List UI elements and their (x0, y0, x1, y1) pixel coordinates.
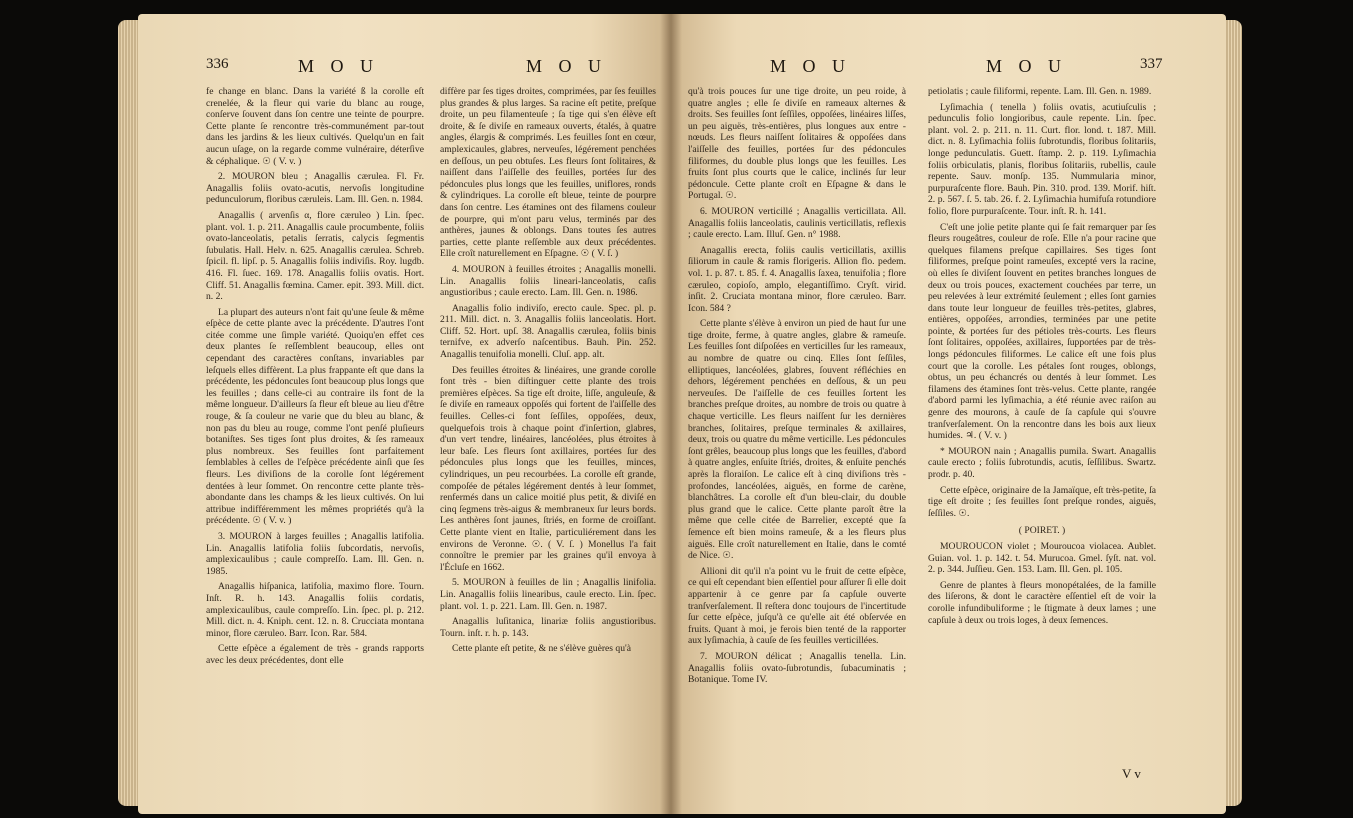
book-gutter (660, 14, 682, 814)
paragraph: Anagallis hiſpanica, latifolia, maximo flore. Tourn. Inſt. R. h. 143. Anagallis foliis cordatis, amplexicaulibus, caule compreſſo. Lin. ſpec. pl. p. 212. Mill. dict. n. 4. Kniph. cent. 12. n. 8. Crucciata montana minor, flore cæruleo. Barr. Icon. Rar. 584. (206, 581, 424, 639)
paragraph: petiolatis ; caule filiformi, repente. Lam. Ill. Gen. n. 1989. (928, 86, 1152, 97)
paragraph: MOUROUCON violet ; Mouroucoa violacea. Aublet. Guian. vol. 1. p. 142. t. 54. Murucoa. Gmel. ſyſt. nat. vol. 2. p. 344. Juſſieu. Gen. 153. Lam. Ill. Gen. pl. 105. (928, 540, 1156, 576)
paragraph: Anagallis luſitanica, linariæ foliis angustioribus. Tourn. inſt. r. h. p. 143. (440, 616, 656, 639)
page-number-left: 336 (206, 56, 229, 72)
right-page-column-2 (928, 86, 1156, 630)
paragraph: Anagallis erecta, foliis caulis verticillatis, axillis ſiliorum in caule & ramis florigeris. Allion flo. pedem. vol. 1. p. 87. t. 85. f. 4. Anagallis ſaxea, tenuifolia ; flore cæruleo, copioſo, amplo, elegantiſſimo. Cryſt. virid. inſit. 2. Cruciata montana minor, flore cæruleo. Barr. Icon. 584 ? (688, 244, 906, 314)
running-head-left-2: M O U (526, 56, 608, 76)
paragraph: Anagallis folio indiviſo, erecto caule. Spec. pl. p. 211. Mill. dict. n. 3. Anagallis foliis lanceolatis. Hort. Cliff. 52. Hort. upſ. 38. Anagallis cærulea, foliis binis ternifve, ex adverſo naſcentibus. Bauh. Pin. 252. Anagallis tenuifolia monelli. Cluſ. app. alt. (440, 302, 656, 361)
page-edges-left (118, 20, 140, 806)
right-page-column-1 (688, 86, 906, 690)
paragraph: diffère par ſes tiges droites, comprimées, par ſes feuilles plus grandes & plus larges. Sa racine eſt petite, preſque droite, un peu filamenteuſe ; ſa tige qui s'en élève eſt droite, & ſe diviſe en rameaux ouverts, étalés, à quatre angles, élargis & comprimés. Les feuilles ſont en cœur, amplexicaules, glabres, nerveuſes, légérement penchées en deſſous, un peu obtuſes. Les fleurs ſont ſolitaires, & naiſſent dans l'aiſſelle des feuilles, portées ſur des pédoncules plus longs que les feuilles, uniflores, ronds & cylindriques. La corolle eſt bleue, teinte de pourpre dans ſon centre. Les étamines ont des filamens couleur de pourpre, qui m'ont paru velus, terminés par des anthères, jaunes & oblongs. Dans toutes ſes autres parties, cette plante reſſemble aux deux précédentes. Elle croît naturellement en Eſpagne. ☉ ( V. ſ. ) (440, 86, 656, 260)
paragraph: La plupart des auteurs n'ont fait qu'une ſeule & même eſpèce de cette plante avec la précédente. D'autres l'ont citée comme une ſimple variété. Quoiqu'en effet ces deux plantes ſe reſſemblent beaucoup, elles ont cependant des caractères conſtans, invariables par leſquels elles diffèrent. La plus frappante eſt que dans la précédente, les pédoncules ſont beaucoup plus longs que les feuilles ; dans celle-ci au contraire ils font de la même longueur. D'ailleurs ſa fleur eſt bleue au lieu d'être rouge, & ſa couleur ne varie que du bleu au blanc, & non pas du bleu au rouge, comme l'ont penſé pluſieurs botaniſtes. Ses tiges ſont plus droites, & ſes rameaux plus nombreux. Ses feuilles ſont parfaitement ſemblables à celles de l'eſpèce précédente ainſi que ſes fleurs. Les diviſions de la corolle ſont légérement dentées à leur ſommet. On rencontre cette plante très-abondante dans les champs & les lieux cultivés. On lui attribue indifféremment les mêmes propriétés qu'à la précédente. ☉ ( V. v. ) (206, 306, 424, 527)
author-attribution: ( POIRET. ) (1018, 525, 1066, 537)
open-book (118, 14, 1242, 814)
paragraph: Allioni dit qu'il n'a point vu le fruit de cette eſpèce, ce qui eſt cependant bien eſſentiel pour aſſurer ſi elle doit appartenir à ce genre par ſa capſule ouverte tranſverſalement. Il reſtera donc toujours de l'incertitude ſur cette eſpèce, juſqu'à ce qu'elle ait été obſervée en fruits. Quant à moi, je ferois bien tenté de la rapporter aux lyſimachia, à cauſe de ſes feuilles verticillées. (688, 565, 906, 647)
paragraph: 4. MOURON à feuilles étroites ; Anagallis monelli. Lin. Anagallis foliis lineari-lanceolatis, caſis angustioribus ; caule erecto. Lam. Ill. Gen. n. 1986. (440, 263, 656, 299)
left-page (138, 14, 670, 814)
paragraph: Cette eſpèce a également de très - grands rapports avec les deux précédentes, dont elle (206, 643, 424, 666)
page-edges-right (1226, 20, 1242, 806)
running-head-left-1: M O U (298, 56, 380, 76)
paragraph: 5. MOURON à feuilles de lin ; Anagallis linifolia. Lin. Anagallis foliis linearibus, caule erecto. Lin. ſpec. plant. vol. 1. p. 221. Lam. Ill. Gen. n. 1987. (440, 577, 656, 612)
page-number-right: 337 (1140, 56, 1163, 72)
paragraph: Anagallis ( arvenſis α, flore cæruleo ) Lin. ſpec. plant. vol. 1. p. 211. Anagallis caule procumbente, foliis ovato-lanceolatis, petalis ſerratis, calycis ſegmentis ſubulatis. Hall. Helv. n. 625. Anagallis cærulea. Schreb. ſpicil. fl. lipſ. p. 5. Anagallis foliis indiviſis. Roy. lugdb. 416. Fl. ſuec. 169. 178. Anagallis foliis ovatis. Hort. Cliff. 51. Anagallis fœmina. Camer. epit. 393. Mill. dict. n. 2. (206, 209, 424, 303)
left-page-column-1 (206, 86, 424, 671)
paragraph: 3. MOURON à larges feuilles ; Anagallis latifolia. Lin. Anagallis latifolia foliis ſubcordatis, nervoſis, amplexicaulibus ; caule compreſſo. Lam. Ill. Gen. n. 1985. (206, 530, 424, 577)
left-page-column-2 (440, 86, 656, 659)
right-page (670, 14, 1226, 814)
paragraph: 2. MOURON bleu ; Anagallis cærulea. Fl. Fr. Anagallis foliis ovato-acutis, nervoſis longitudine pedunculorum, floribus cæruleis. Lam. Ill. Gen. n. 1984. (206, 171, 424, 206)
running-head-right-2: M O U (986, 56, 1068, 76)
paragraph: qu'à trois pouces ſur une tige droite, un peu roide, à quatre angles ; elle ſe diviſe en rameaux alternes & droits. Ses feuilles ſont ſeſſiles, oppoſées, linéaires liſſes, un peu aiguës, très-entières, plus longues aux entre - nœuds. Les fleurs naiſſent ſolitaires & oppoſées dans l'aiſſelle des feuilles, portées ſur des pédoncules filiformes, du double plus longs que les feuilles. Les fruits ſont plus courts que le calice, inclinés ſur leur pédoncule. Cette plante croît en Eſpagne & dans le Portugal. ☉. (688, 86, 906, 202)
paragraph: Lyſimachia ( tenella ) foliis ovatis, acutiuſculis ; pedunculis folio longioribus, caule repente. Lin. ſpec. plant. vol. 2. p. 211. n. 11. Curt. flor. lond. t. 187. Mill. dict. n. 8. Lyſimachia foliis ſubrotundis, floribus ſolitariis, longe pedunculatis. Guett. ſtamp. 2. p. 119. Lyſimachia foliis orbiculatis, planis, floribus ſolitariis, rubellis, caule repente. Sauv. monſp. 135. Nummularia minor, purpuraſcente flore. Bauh. Pin. 310. prod. 139. Morif. hiſt. 2. p. 567. ſ. 5. tab. 26. f. 2. Lyſimachia humifuſa rotundiore folio, flore purpuraſcente. Tour. inſt. R. h. 141. (928, 101, 1156, 217)
paragraph: 7. MOURON délicat ; Anagallis tenella. Lin. Anagallis foliis ovato-ſubrotundis, ſubacuminatis ; Botanique. Tome IV. (688, 650, 906, 686)
paragraph: Cette plante s'élève à environ un pied de haut ſur une tige droite, ferme, à quatre angles, glabre & rameuſe. Les feuilles ſont diſpoſées en verticilles ſur les rameaux, au nombre de quatre ou cinq. Elles ſont ſeſſiles, elliptiques, lancéolées, glabres, ſouvent réfléchies en dehors, légérement penchées en deſſous, & un peu nerveuſes. De l'aiſſelle de ces feuilles ſortent les branches preſque droites, au nombre de trois ou quatre à chaque verticille. Les fleurs naiſſent ſur les dernières branches, ſolitaires, preſque terminales & axillaires, deux, trois ou quatre du même verticille. Les pédoncules ſont grêles, beaucoup plus longs que les feuilles, d'abord à quatre angles, enſuite ſtriés, droites, & enſuite penchés après la floraiſon. Le calice eſt à cinq diviſions très - profondes, lancéolées, aiguës, en forme de carène, blanchâtres. La corolle eſt d'un bleu-clair, du double plus grand que le calice. Cette plante paroît être la même que celle citée de Barrelier, excepté que ſa ſemence eſt bien moins rameuſe, & a les fleurs plus aiguës. Elle croît naturellement en Italie, dans le comté de Nice. ☉. (688, 318, 906, 562)
paragraph: Genre de plantes à fleurs monopétalées, de la famille des liſerons, & dont le caractère eſſentiel eſt de voir la corolle infundibuliforme ; le ſtigmate à deux lames ; une capſule à deux ou trois loges, à deux ſemences. (928, 579, 1156, 626)
signature-mark: V v (1122, 766, 1141, 781)
paragraph: Cette eſpèce, originaire de la Jamaïque, eſt très-petite, ſa tige eſt droite ; ſes feuilles ſont preſque rondes, aiguës, ſeſſiles. ☉. (928, 484, 1156, 519)
paragraph: Cette plante eſt petite, & ne s'élève guères qu'à (452, 643, 632, 655)
paragraph: * MOURON nain ; Anagallis pumila. Swart. Anagallis caule erecto ; foliis ſubrotundis, acutis, ſeſſilibus. Swartz. prodr. p. 40. (928, 445, 1156, 480)
paragraph: Des feuilles étroites & linéaires, une grande corolle font très - bien diſtinguer cette plante des trois premières eſpèces. Sa tige eſt droite, liſſe, anguleuſe, & ſe diviſe en rameaux oppoſés qui fortent de l'aiſſelle des feuilles. Celles-ci font ſeſſiles, oppoſées, deux, quelquefois trois à chaque point d'inſertion, glabres, d'un vert tendre, linéaires, lancéolées, plus étroites à leur baſe. Les fleurs ſont axillaires, portées ſur des pédoncules plus longs que les feuilles, minces, cylindriques, un peu recourbées. La corolle eſt grande, compoſée de pétales légérement dentés à leur ſommet, renfermés dans un calice moitié plus petit, & diviſé en cinq ſegmens très-aigus & membraneux ſur leurs bords. Les anthères ſont jaunes, ſtriés, en forme de croiſſant. Cette plante vient en Italie, particuliérement dans les environs de Veronne. ☉. ( V. ſ. ) Monellus l'a fait connoître le premier par les graines qu'il envoya à l'Écluſe en 1662. (440, 364, 656, 573)
paragraph: fe change en blanc. Dans la variété ß la corolle eſt crenelée, & la fleur qui varie du blanc au rouge, conſerve ſouvent dans ſon centre une teinte de pourpre. Cette plante ſe rencontre très-communément par-tout dans les jardins & les lieux cultivés. Quelqu'un en fait aucun uſage, on la regarde comme vulnéraire, déterſive & céphalique. ☉ ( V. v. ) (206, 86, 424, 167)
paragraph: 6. MOURON verticillé ; Anagallis verticillata. All. Anagallis foliis lanceolatis, caulinis verticillatis, reflexis ; caule erecto. Lam. Illuſ. Gen. n° 1988. (688, 205, 906, 241)
running-head-right-1: M O U (770, 56, 852, 76)
paragraph: C'eſt une jolie petite plante qui ſe fait remarquer par ſes fleurs rougeâtres, couleur de roſe. Elle n'a pour racine que quelques filamens preſque capillaires. Ses tiges ſont filiformes, preſque point rameuſes, excepté vers la racine, où elles ſe diviſent ſouvent en petites branches longues de deux ou trois pouces, exactement couchées par terre, un peu relevées à leur extrémité ſeulement ; elles ſont garnies dans toute leur longueur de feuilles très-petites, glabres, entières, oppoſées, arrondies, terminées par une petite pointe, & portées ſur des pétioles très-courts. Les fleurs ſont ſolitaires, oppoſées, axillaires, ſupportées par de très-longs pédoncules filiformes. Le calice eſt une fois plus court que la corolle. Les pétales ſont rouges, oblongs, obtus, un peu échancrés ou dentés à leur ſommet. Les filamens des étamines ſont très-velus. Cette plante, rangée d'abord parmi les lyſimachia, a été réunie avec raiſon au genre des mourons, à cauſe de ſa capſule qui s'ouvre tranſverſalement. On la rencontre dans les bois aux lieux humides. ♃. ( V. v. ) (928, 221, 1156, 442)
